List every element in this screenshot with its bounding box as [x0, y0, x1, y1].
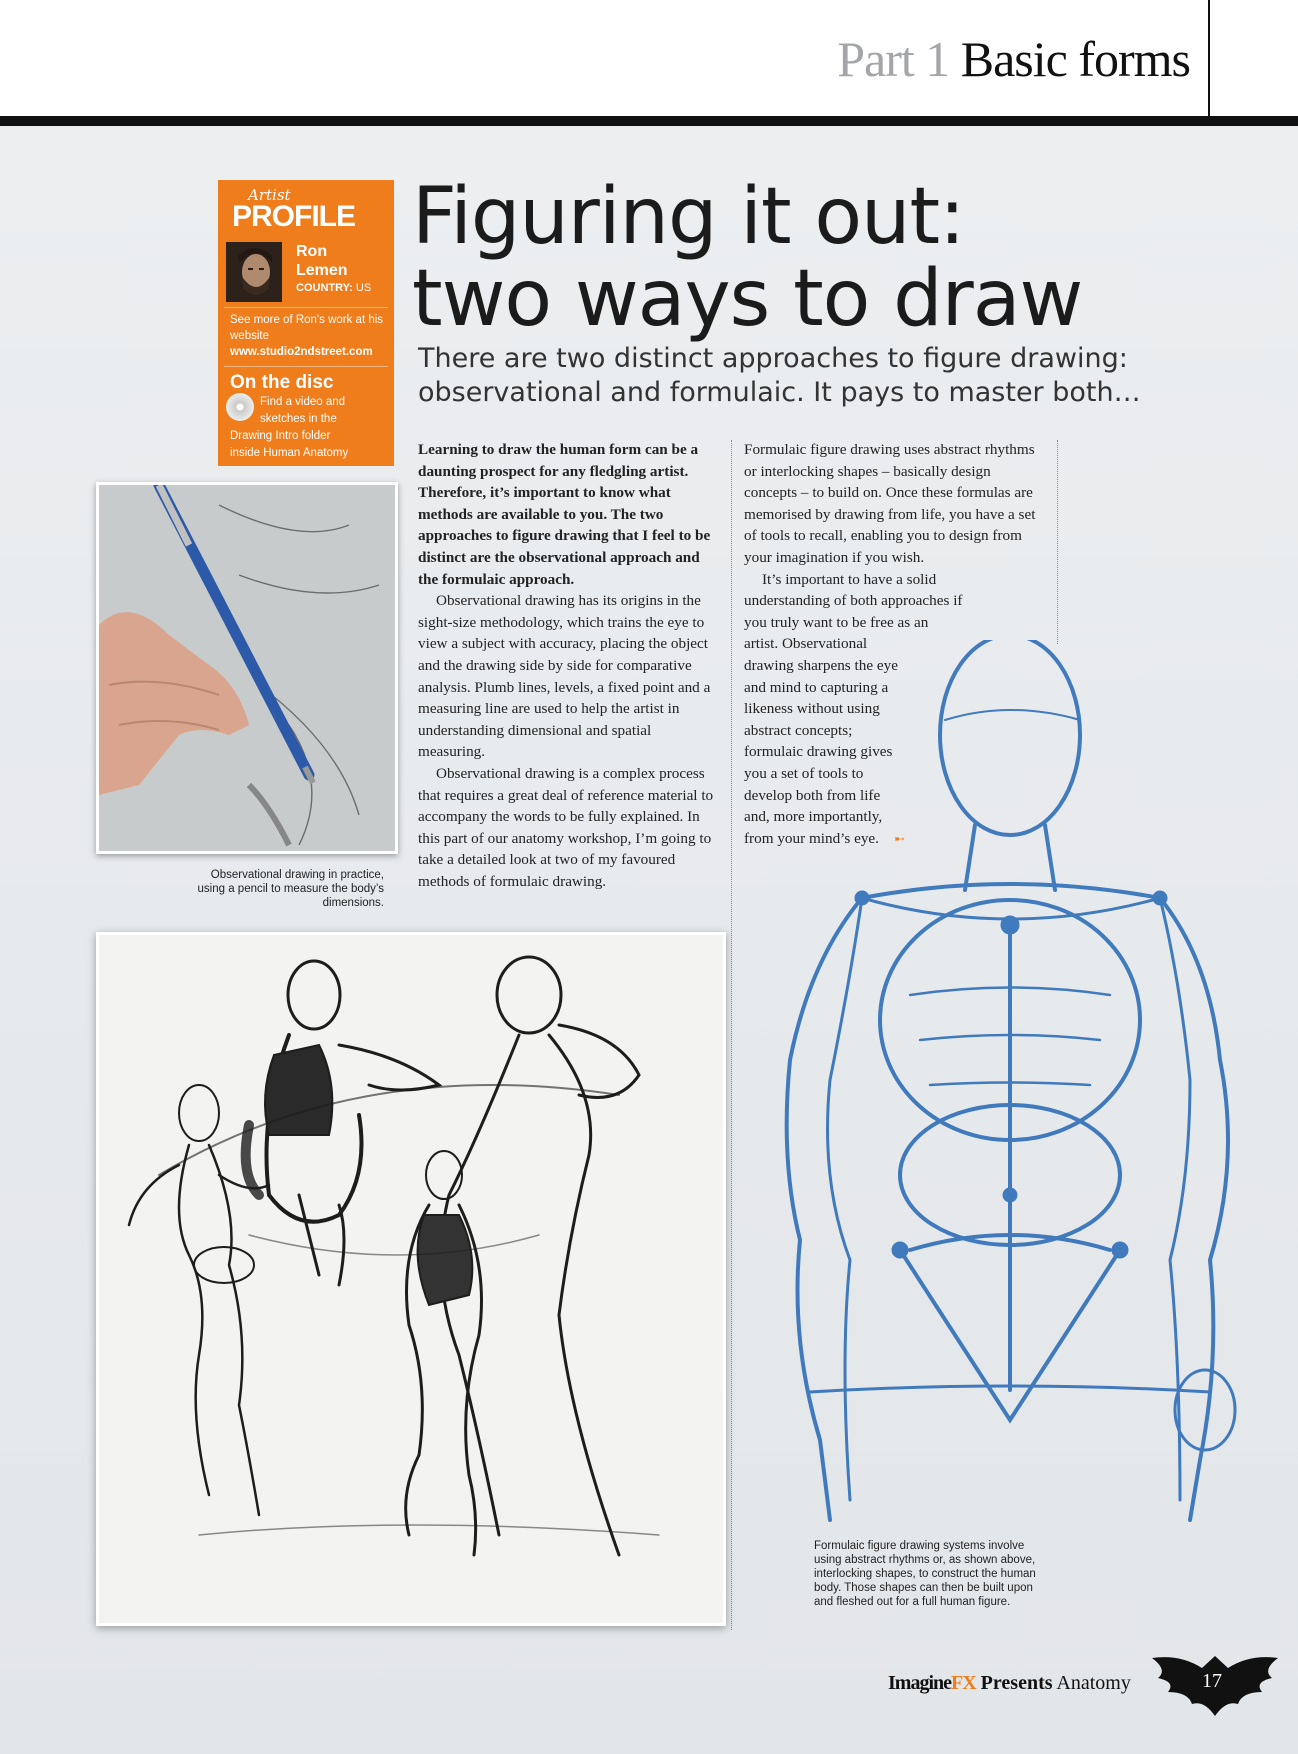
artist-website-link[interactable]: www.studio2ndstreet.com: [230, 346, 373, 358]
artist-script-word: Artist: [248, 186, 291, 204]
end-of-article-arrow-icon: ➸: [894, 831, 906, 847]
body-paragraph: Formulaic figure drawing uses abstract rhythms or interlocking shapes – basically design concepts – to build on. Once these formulas are memorised by drawing from life, you have a set of tools to recall, enabling you to design from your imagination if you wish.: [744, 441, 1036, 566]
photo-caption: Observational drawing in practice, using a pencil to measure the body’s dimensions.: [197, 869, 384, 909]
article-standfirst: There are two distinct approaches to figure drawing: observational and formulaic. It pays to master both…: [418, 343, 1141, 408]
column-rule: [731, 440, 732, 1630]
section-title: [837, 30, 1190, 88]
page-number: 17: [1202, 1670, 1222, 1692]
body-paragraph: Observational drawing is a complex process that requires a great deal of reference material to accompany the words to be fully explained. In this part of our anatomy workshop, I’m going to take a detailed look at two of my favoured methods of formulaic drawing.: [418, 764, 714, 890]
observational-drawings-image: [96, 932, 726, 1626]
pencil-measuring-photo: [96, 482, 398, 854]
disc-heading: On the disc: [230, 372, 334, 393]
artist-name: Ron Lemen: [296, 243, 348, 279]
disc-description: Find a video and sketches in the Drawing Intro folder inside Human Anatomy: [230, 396, 349, 459]
profile-divider: [224, 366, 388, 367]
header-rule: [0, 116, 1298, 126]
body-paragraph: It’s important to have a solid understanding of both approaches if you truly want to be free as an artist. Observational drawing sharpens the eye and mind to capturing a likeness without using abstract concepts; formulaic drawing gives you a set of tools to develop both from life and, more importantly, from your mind’s eye. ➸: [744, 570, 963, 847]
artist-profile-box: [218, 180, 394, 466]
article-headline: Figuring it out: two ways to draw: [412, 172, 1083, 344]
sketch-caption: Formulaic figure drawing systems involve using abstract rhythms or, as shown above, interlocking shapes, to construct the human body. Those shapes can then be built upon and fleshed out for a full human figure.: [814, 1540, 1036, 1608]
magazine-logo: ImagineFX: [888, 1672, 976, 1694]
body-paragraph: Observational drawing has its origins in the sight-size methodology, which trains the eye to view a subject with accuracy, placing the object and the drawing side by side for comparative analysis. Plumb lines, levels, a fixed point and a measuring line are used to help the artist in understanding dimensional and spatial measuring.: [418, 592, 711, 761]
part-number: Part 1: [837, 31, 950, 87]
lead-paragraph: Learning to draw the human form can be a daunting prospect for any fledgling artist. Therefore, it’s important to know what methods are available to you. The two approaches to figure drawing that I feel to be distinct are the observational approach and the formulaic approach.: [418, 441, 711, 588]
profile-heading: PROFILE: [232, 200, 356, 233]
artist-country: COUNTRY: US: [296, 282, 372, 294]
header-vertical-rule: [1208, 0, 1210, 118]
column-rule: [1057, 440, 1058, 644]
page-header: [0, 0, 1298, 116]
part-name: Basic forms: [960, 31, 1190, 87]
avatar: [226, 242, 282, 302]
see-more-text: See more of Ron's work at his website: [230, 314, 384, 342]
article-column-1: [418, 439, 714, 892]
formulaic-torso-sketch: [770, 640, 1270, 1540]
profile-divider: [224, 307, 388, 308]
footer-publication: ImagineFX Presents Anatomy: [888, 1672, 1131, 1694]
